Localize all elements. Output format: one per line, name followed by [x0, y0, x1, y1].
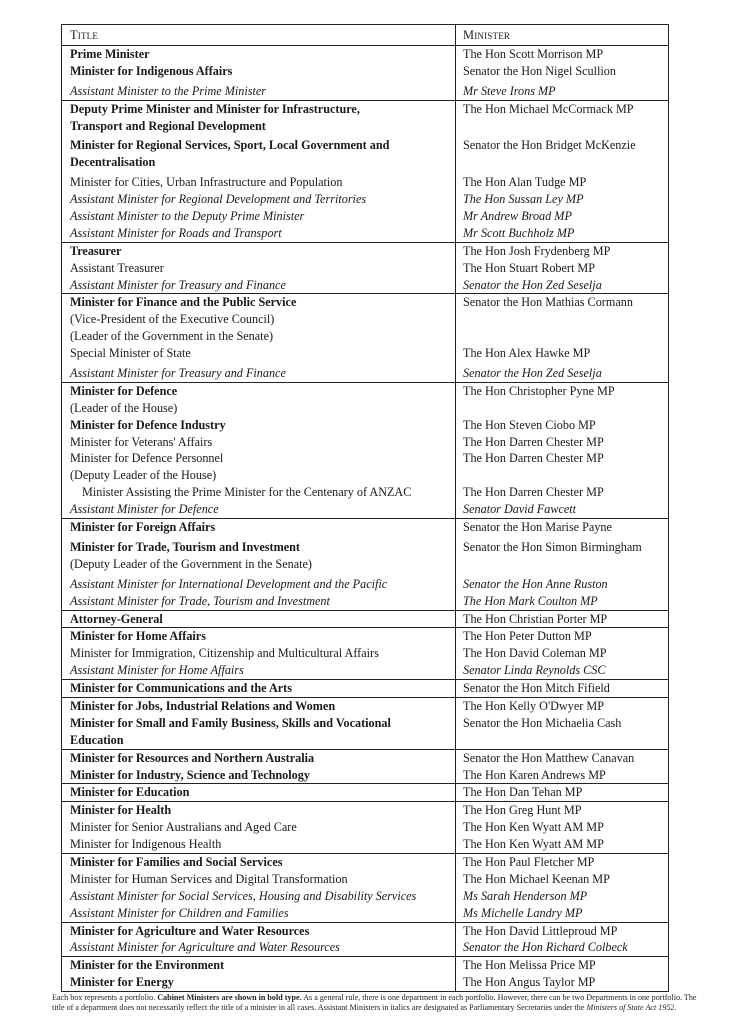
portfolio-box: [62, 853, 668, 922]
minister-name: The Hon Ken Wyatt AM MP: [463, 820, 604, 835]
minister-name: The Hon Christian Porter MP: [463, 611, 608, 626]
portfolio-titles: [62, 698, 456, 749]
minister-name: Senator the Hon Michaelia Cash: [463, 715, 622, 730]
office-title: Decentralisation: [70, 155, 156, 170]
minister-name: The Hon Michael McCormack MP: [463, 101, 634, 116]
footnote-bold: Cabinet Ministers are shown in bold type.: [157, 993, 302, 1002]
portfolio-ministers: [456, 46, 668, 100]
portfolio-ministers: [456, 784, 668, 801]
minister-name: The Hon Darren Chester MP: [463, 434, 604, 449]
portfolio-titles: [62, 101, 456, 242]
office-title: Minister for Foreign Affairs: [70, 520, 216, 535]
portfolio-titles: [62, 294, 456, 381]
office-title: Education: [70, 732, 124, 747]
office-title: Minister for Communications and the Arts: [70, 681, 292, 696]
office-title: Minister for Health: [70, 803, 172, 818]
footnote-text-2: As a general rule, there is one department in each portfolio. However, there can be two Departments in one portfolio. The title of a department does not necessarily reflect the title of a minister in all cases. Assistant Ministers in italics are designated as Parliamentary Secretaries under the: [52, 993, 697, 1013]
minister-name: The Hon Scott Morrison MP: [463, 47, 604, 61]
office-title: Assistant Minister to the Prime Minister: [70, 83, 267, 98]
minister-name: Senator the Hon Matthew Canavan: [463, 750, 635, 765]
portfolio-ministers: [456, 854, 668, 922]
minister-name: The Hon Darren Chester MP: [463, 485, 604, 500]
portfolio-ministers: [456, 294, 668, 381]
office-title: Minister for Indigenous Health: [70, 837, 222, 852]
minister-name: [463, 556, 661, 573]
header-title: Title: [62, 25, 456, 45]
portfolio-box: [62, 783, 668, 801]
office-title: Deputy Prime Minister and Minister for Infrastructure,: [70, 101, 360, 116]
portfolio-ministers: [456, 957, 668, 991]
minister-name: [463, 467, 661, 484]
office-title: Assistant Minister for Children and Families: [70, 905, 289, 920]
office-title: Minister for Regional Services, Sport, Local Government and: [70, 138, 390, 153]
office-title: Minister for Jobs, Industrial Relations and Women: [70, 698, 336, 713]
minister-name: The Hon Sussan Ley MP: [463, 192, 584, 207]
minister-name: The Hon Greg Hunt MP: [463, 803, 582, 818]
portfolio-box: [62, 679, 668, 697]
portfolio-ministers: [456, 802, 668, 853]
office-title: Assistant Minister to the Deputy Prime Minister: [70, 209, 305, 224]
office-title: Minister for the Environment: [70, 958, 225, 973]
portfolio-titles: [62, 628, 456, 679]
office-title: Attorney-General: [70, 611, 163, 626]
minister-name: The Hon Alan Tudge MP: [463, 175, 587, 190]
portfolio-titles: [62, 243, 456, 294]
minister-name: The Hon Michael Keenan MP: [463, 871, 610, 886]
minister-name: Senator the Hon Mathias Cormann: [463, 295, 633, 310]
office-title: (Deputy Leader of the Government in the Senate): [70, 556, 312, 571]
office-title: Minister for Industry, Science and Technology: [70, 767, 310, 782]
office-title: Minister for Defence Industry: [70, 417, 226, 432]
portfolio-ministers: [456, 243, 668, 294]
minister-name: The Hon Stuart Robert MP: [463, 260, 596, 275]
portfolio-box: [62, 627, 668, 679]
footnote-text-3: .: [674, 1003, 677, 1013]
office-title: Minister for Finance and the Public Service: [70, 295, 297, 310]
portfolio-ministers: [456, 383, 668, 518]
portfolio-titles: [62, 680, 456, 697]
office-title: Minister for Energy: [70, 975, 174, 990]
minister-name: Senator the Hon Zed Seselja: [463, 277, 602, 292]
minister-name: Mr Steve Irons MP: [463, 83, 556, 98]
minister-name: The Hon Dan Tehan MP: [463, 785, 583, 800]
office-title: Assistant Minister for Treasury and Finance: [70, 366, 286, 381]
header-minister: Minister: [463, 28, 511, 42]
office-title: Prime Minister: [70, 47, 150, 61]
minister-name: Senator the Hon Bridget McKenzie: [463, 138, 636, 153]
minister-name: The Hon Angus Taylor MP: [463, 975, 596, 990]
portfolio-box: [62, 100, 668, 242]
minister-name: Senator the Hon Simon Birmingham: [463, 539, 642, 554]
portfolio-titles: [62, 383, 456, 518]
minister-name: Senator the Hon Mitch Fifield: [463, 681, 610, 696]
office-title: Assistant Minister for Roads and Transport: [70, 225, 282, 240]
minister-name: The Hon David Coleman MP: [463, 646, 607, 661]
portfolio-box: [62, 749, 668, 784]
office-title: Assistant Minister for Treasury and Finance: [70, 277, 286, 292]
minister-name: The Hon Paul Fletcher MP: [463, 854, 595, 869]
office-title: (Leader of the House): [70, 400, 178, 415]
office-title: Minister for Indigenous Affairs: [70, 63, 233, 78]
minister-name: Senator the Hon Anne Ruston: [463, 576, 608, 591]
portfolio-box: [62, 922, 668, 957]
minister-name: The Hon Melissa Price MP: [463, 958, 596, 973]
footnote-act-title: Ministers of State Act 1952: [586, 1003, 675, 1013]
portfolio-ministers: [456, 628, 668, 679]
minister-name: The Hon Josh Frydenberg MP: [463, 243, 611, 258]
minister-name: [463, 400, 661, 417]
minister-name: The Hon Mark Coulton MP: [463, 593, 598, 608]
portfolio-titles: [62, 519, 456, 609]
minister-name: Mr Scott Buchholz MP: [463, 225, 575, 240]
office-title: Minister for Veterans' Affairs: [70, 434, 213, 449]
portfolio-box: [62, 697, 668, 749]
minister-name: [463, 311, 661, 328]
minister-name: [463, 154, 661, 171]
office-title: Special Minister of State: [70, 346, 191, 361]
office-title: Minister for Human Services and Digital Transformation: [70, 871, 348, 886]
portfolio-ministers: [456, 519, 668, 609]
minister-name: The Hon Peter Dutton MP: [463, 629, 592, 644]
portfolio-box: [62, 518, 668, 609]
office-title: Assistant Minister for Home Affairs: [70, 663, 244, 678]
portfolio-ministers: [456, 611, 668, 628]
office-title: Assistant Minister for International Development and the Pacific: [70, 576, 388, 591]
minister-name: Ms Sarah Henderson MP: [463, 888, 588, 903]
minister-name: Ms Michelle Landry MP: [463, 905, 583, 920]
portfolio-ministers: [456, 750, 668, 784]
portfolio-box: [62, 801, 668, 853]
office-title: Minister for Defence: [70, 383, 178, 398]
office-title: Assistant Treasurer: [70, 260, 164, 275]
minister-name: Senator the Hon Marise Payne: [463, 520, 612, 535]
portfolio-ministers: [456, 923, 668, 957]
minister-name: The Hon Christopher Pyne MP: [463, 383, 615, 398]
office-title: Minister for Immigration, Citizenship and Multicultural Affairs: [70, 646, 379, 661]
minister-name: The Hon Steven Ciobo MP: [463, 417, 596, 432]
minister-name: The Hon Darren Chester MP: [463, 451, 604, 466]
minister-name: [463, 328, 661, 345]
portfolio-ministers: [456, 698, 668, 749]
minister-name: The Hon Karen Andrews MP: [463, 767, 606, 782]
office-title: Assistant Minister for Defence: [70, 502, 219, 517]
office-title: Minister for Small and Family Business, Skills and Vocational: [70, 715, 391, 730]
portfolio-box: [62, 956, 668, 991]
office-title: (Deputy Leader of the House): [70, 468, 217, 483]
portfolio-box: [62, 45, 668, 100]
office-title: Assistant Minister for Social Services, Housing and Disability Services: [70, 888, 417, 903]
footnote: [52, 993, 702, 1014]
table-header-row: [62, 25, 668, 45]
office-title: Treasurer: [70, 243, 122, 258]
office-title: Minister for Resources and Northern Australia: [70, 750, 315, 765]
portfolio-ministers: [456, 101, 668, 242]
portfolio-titles: [62, 802, 456, 853]
portfolio-box: [62, 382, 668, 518]
portfolio-list: [62, 45, 668, 991]
portfolio-titles: [62, 854, 456, 922]
office-title: Assistant Minister for Trade, Tourism and Investment: [70, 593, 330, 608]
office-title: Minister for Trade, Tourism and Investment: [70, 539, 300, 554]
portfolio-titles: [62, 46, 456, 100]
minister-name: The Hon David Littleproud MP: [463, 923, 618, 938]
office-title: Minister for Agriculture and Water Resources: [70, 923, 310, 938]
minister-name: [463, 118, 661, 135]
portfolio-box: [62, 242, 668, 294]
portfolio-ministers: [456, 680, 668, 697]
minister-name: Senator David Fawcett: [463, 502, 577, 517]
office-title: Minister for Families and Social Services: [70, 854, 283, 869]
minister-name: [463, 732, 661, 749]
office-title: Assistant Minister for Regional Development and Territories: [70, 192, 367, 207]
minister-name: The Hon Ken Wyatt AM MP: [463, 837, 604, 852]
office-title: (Vice-President of the Executive Council): [70, 312, 275, 327]
office-title: Minister for Senior Australians and Aged Care: [70, 820, 297, 835]
footnote-text-1: Each box represents a portfolio.: [52, 993, 158, 1002]
minister-name: Senator the Hon Nigel Scullion: [463, 63, 616, 78]
office-title: Minister Assisting the Prime Minister for the Centenary of ANZAC: [82, 485, 412, 500]
portfolio-titles: [62, 784, 456, 801]
portfolio-box: [62, 610, 668, 628]
minister-name: Senator Linda Reynolds CSC: [463, 663, 606, 678]
office-title: (Leader of the Government in the Senate): [70, 329, 274, 344]
office-title: Assistant Minister for Agriculture and Water Resources: [70, 940, 340, 955]
portfolio-titles: [62, 750, 456, 784]
office-title: Transport and Regional Development: [70, 118, 266, 133]
office-title: Minister for Cities, Urban Infrastructure and Population: [70, 175, 343, 190]
portfolio-titles: [62, 923, 456, 957]
minister-name: Senator the Hon Zed Seselja: [463, 366, 602, 381]
minister-name: Mr Andrew Broad MP: [463, 209, 572, 224]
office-title: Minister for Home Affairs: [70, 629, 206, 644]
minister-name: The Hon Alex Hawke MP: [463, 346, 591, 361]
office-title: Minister for Education: [70, 785, 190, 800]
portfolio-box: [62, 293, 668, 381]
portfolio-titles: [62, 611, 456, 628]
ministry-table: [61, 24, 669, 992]
portfolio-titles: [62, 957, 456, 991]
office-title: Minister for Defence Personnel: [70, 451, 224, 466]
minister-name: Senator the Hon Richard Colbeck: [463, 940, 628, 955]
minister-name: The Hon Kelly O'Dwyer MP: [463, 698, 604, 713]
